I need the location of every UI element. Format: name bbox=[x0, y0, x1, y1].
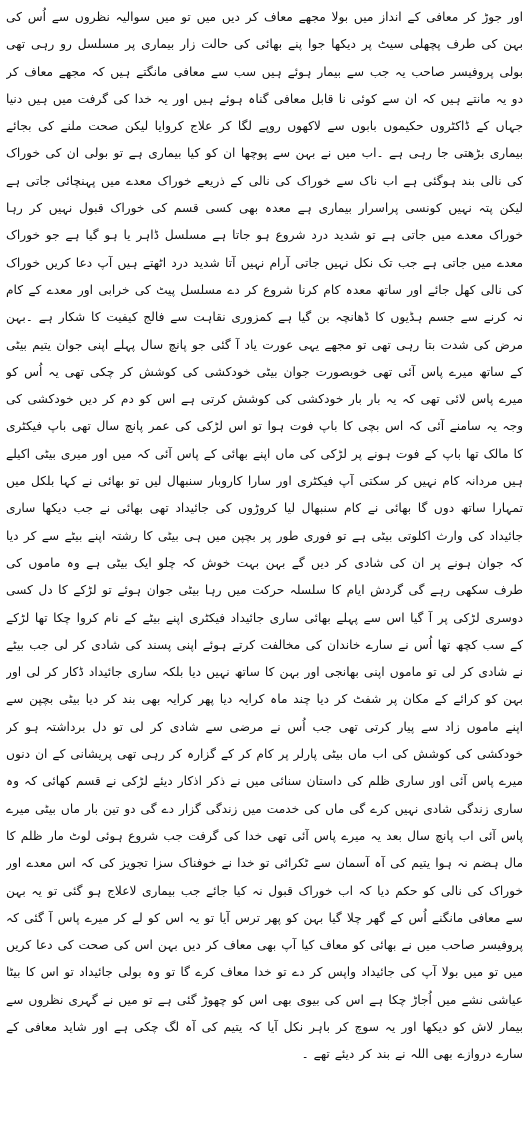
article-body-text: اور جوڑ کر معافی کے انداز میں بولا مجھے معاف کر دیں میں تو میں سوالیہ نظروں سے اُس کی بہن کی طرف پچھلی سیٹ پر دیکھا جوا پنے بھائی کی حالت زار بیماری پر مسلسل رو رہی تھی بولی پروفیسر صاحب یہ جب سے بیمار ہوئے ہیں سب سے معافی مانگتے ہیں کہ مجھے معاف کر دو یہ مانتے ہیں کہ ان سے کوئی نا قابل معافی گناہ ہوئے ہیں اور یہ خدا کی گرفت میں ہیں دنیا جہاں کے ڈاکٹروں حکیموں بابوں سے لاکھوں روپے لگا کر علاج کروایا لیکن صحت ملنے کی بجائے بیماری بڑھتی جا رہی ہے ۔اب میں نے بہن سے پوچھا ان کو کیا بیماری ہے تو بولی ان کی خوراک کی نالی بند ہوگئی ہے اب ناک سے خوراک کی نالی کے ذریعے خوراک معدے میں پہنچائی جاتی ہے لیکن پتہ نہیں کونسی پراسرار بیماری ہے معدہ بھی کسی قسم کی خوراک قبول نہیں کر رہا خوراک معدے میں جاتی ہے تو شدید درد شروع ہو جاتا ہے مسلسل ڈاہر یا ہو گیا ہے جو خوراک معدے میں جاتی ہے جب تک نکل نہیں جاتی آرام نہیں آتا شدید درد اٹھتے ہیں آپ دعا کریں خوراک کی نالی کھل جائے اور ساتھ معدہ کام کرنا شروع کر دے مسلسل پیٹ کی خرابی اور معدے کے کام نہ کرنے سے جسم ہڈیوں کا ڈھانچہ بن گیا ہے کمزوری نقاہت سے فالج کیفیت کا شکار ہے ۔بہن مرض کی شدت بتا رہی تھی تو مجھے یہی عورت یاد آ گئی جو پانچ سال پہلے اپنی جوان یتیم بیٹی کے ساتھ میرے پاس آئی تھی خوبصورت جوان بیٹی خودکشی کی کوشش کر چکی تھی یہ اُس کو میرے پاس لائی تھی کہ یہ بار بار خودکشی کی کوشش کرتی ہے اس کو دم کر دیں خودکشی کی وجہ یہ سامنے آئی کہ اس بچی کا باپ فوت ہوا تو اس لڑکی کی عمر پانچ سال تھی باپ فیکٹری کا مالک تھا باپ کے فوت ہونے پر لڑکی کی ماں اپنے بھائی کے پاس آئی کہ میں اور میری بیٹی اکیلے ہیں مردانہ کام نہیں کر سکتی آپ فیکٹری اور سارا کاروبار سنبھال لیں تو بھائی نے کہا بلکل میں تمہارا ساتھ دوں گا بھائی نے کام سنبھال لیا کروڑوں کی جائیداد تھی بھائی نے جب دیکھا ساری جائیداد کی وارث اکلوتی بیٹی ہے تو فوری طور پر بچپن میں ہی بیٹی کا رشتہ اپنے بیٹے سے کر دیا کہ جوان ہونے پر ان کی شادی کر دیں گے بہن بہت خوش کہ چلو ایک بیٹی ہے وہ ماموں کی طرف سکھی رہے گی گردش ایام کا سلسلہ حرکت میں رہا بیٹی جوان ہوئے تو لڑکے کا دل کسی دوسری لڑکی پر آ گیا اس سے پہلے بھائی ساری جائیداد فیکٹری اپنے بیٹے کے نام کروا چکا تھا لڑکے کے سب کچھ تھا اُس نے سارے خاندان کی مخالفت کرتے ہوئے اپنی پسند کی شادی کر لی جب بیٹے نے شادی کر لی تو ماموں اپنی بھانجی اور بہن کا ساتھ نہیں دیا بلکہ ساری جائیداد ڈکار کر لی اور بہن کو کرائے کے مکان پر شفٹ کر دیا چند ماہ کرایہ دیا پھر کرایہ بھی بند کر دیا بیٹی بچپن سے اپنے ماموں زاد سے پیار کرتی تھی جب اُس نے مرضی سے شادی کر لی تو دل برداشتہ ہو کر خودکشی کی کوشش کی اب ماں بیٹی پارلر پر کام کر کے گزارہ کر رہی تھی پریشانی کے ان دنوں میرے پاس آئی اور ساری ظلم کی داستان سنائی میں نے ذکر اذکار دیئے لڑکی نے قسم کھائی کہ وہ ساری زندگی شادی نہیں کرے گی ماں کی خدمت میں زندگی گزار دے گی دو تین بار ماں بیٹی میرے پاس آئی اب پانچ سال بعد یہ میرے پاس آئی تھی خدا کی گرفت جب شروع ہوئی لوٹ مار ظلم کا مال ہضم نہ ہوا یتیم کی آہ آسمان سے ٹکرائی تو خدا نے خوفناک سزا تجویز کی کہ اس معدے اور خوراک کی نالی کو حکم دیا کہ اب خوراک قبول نہ کیا جائے جب بیماری لاعلاج ہو گئی تو یہ بہن سے معافی مانگنے اُس کے گھر چلا گیا بہن کو پھر ترس آیا تو یہ اس کو لے کر میرے پاس آ گئی کہ پروفیسر صاحب میں نے بھائی کو معاف کیا آپ بھی معاف کر دیں بہن اس کی صحت کی دعا کریں میں تو میں بولا آپ کی جائیداد واپس کر دے تو خدا معاف کرے گا تو وہ بولی جائیداد تو اس کا بیٹا عیاشی نشے میں اُجاڑ چکا ہے اس کی بیوی بھی اس کو چھوڑ گئی ہے تو میں نے گہری نظروں سے بیمار لاش کو دیکھا اور یہ سوچ کر باہر نکل آیا کہ یتیم کی آہ لگ چکی ہے اور شاید معافی کے سارے دروازے بھی اللہ نے بند کر دیئے تھے ۔ bbox=[6, 10, 523, 1062]
